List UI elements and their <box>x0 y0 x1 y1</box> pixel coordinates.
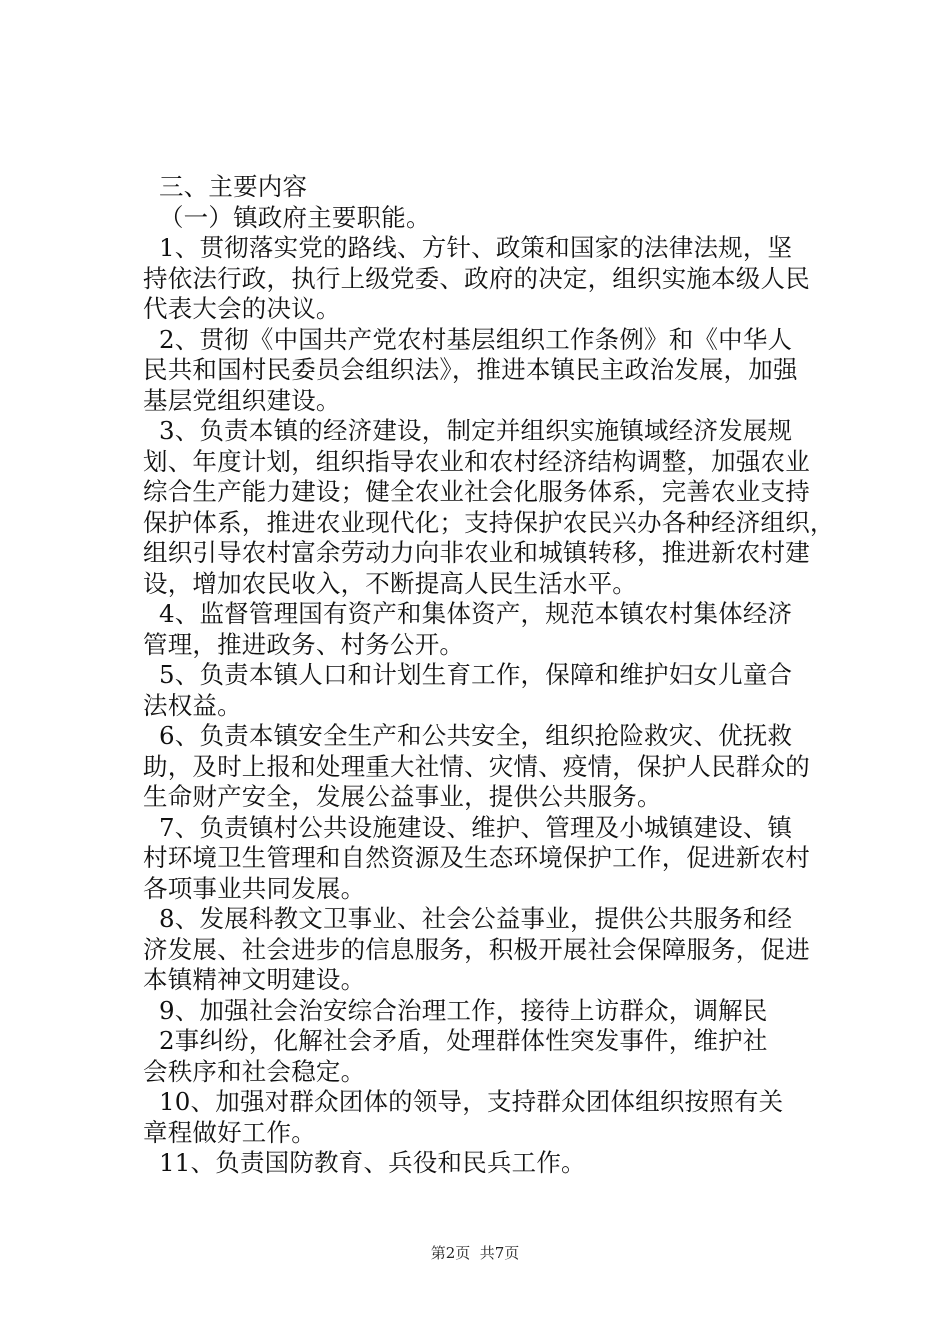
text-line: 3、负责本镇的经济建设，制定并组织实施镇域经济发展规 <box>143 416 793 445</box>
text-line: 综合生产能力建设；健全农业社会化服务体系，完善农业支持 <box>143 477 810 506</box>
text-line: 2事纠纷，化解社会矛盾，处理群体性突发事件，维护社 <box>143 1026 768 1055</box>
section-heading: 三、主要内容 <box>143 172 308 201</box>
text-line: 5、负责本镇人口和计划生育工作，保障和维护妇女儿童合 <box>143 660 793 689</box>
text-line: 民共和国村民委员会组织法》，推进本镇民主政治发展，加强 <box>143 355 798 384</box>
text-line: 7、负责镇村公共设施建设、维护、管理及小城镇建设、镇 <box>143 812 793 842</box>
text-line: 会秩序和社会稳定。 <box>143 1056 366 1086</box>
text-line: 法权益。 <box>143 690 242 720</box>
text-line: 代表大会的决议。 <box>143 294 341 323</box>
text-line: 11、负责国防教育、兵役和民兵工作。 <box>143 1148 586 1177</box>
text-line: 村环境卫生管理和自然资源及生态环境保护工作，促进新农村 <box>143 843 810 872</box>
text-line: 保护体系，推进农业现代化；支持保护农民兴办各种经济组织， <box>143 507 835 537</box>
text-line: 1、贯彻落实党的路线、方针、政策和国家的法律法规，坚 <box>143 233 793 262</box>
text-line: 组织引导农村富余劳动力向非农业和城镇转移，推进新农村建 <box>143 538 810 567</box>
text-line: 章程做好工作。 <box>143 1117 316 1147</box>
text-line: 9、加强社会治安综合治理工作，接待上访群众，调解民 <box>143 995 768 1025</box>
text-line: 2、贯彻《中国共产党农村基层组织工作条例》和《中华人 <box>143 324 793 354</box>
page-footer: 第2页 共7页 <box>430 1244 520 1262</box>
text-line: 10、加强对群众团体的领导，支持群众团体组织按照有关 <box>143 1087 784 1116</box>
text-line: 各项事业共同发展。 <box>143 873 366 903</box>
text-line: 设，增加农民收入，不断提高人民生活水平。 <box>143 568 637 598</box>
text-line: 基层党组织建设。 <box>143 385 341 415</box>
text-line: 生命财产安全，发展公益事业，提供公共服务。 <box>143 782 662 811</box>
text-line: 助，及时上报和处理重大社情、灾情、疫情，保护人民群众的 <box>143 751 810 781</box>
text-line: 持依法行政，执行上级党委、政府的决定，组织实施本级人民 <box>143 263 810 293</box>
text-line: 划、年度计划，组织指导农业和农村经济结构调整，加强农业 <box>143 446 810 476</box>
text-line: 济发展、社会进步的信息服务，积极开展社会保障服务，促进 <box>143 934 810 964</box>
subsection-heading: （一）镇政府主要职能。 <box>143 202 431 232</box>
text-line: 8、发展科教文卫事业、社会公益事业，提供公共服务和经 <box>143 904 793 933</box>
text-line: 6、负责本镇安全生产和公共安全，组织抢险救灾、优抚救 <box>143 721 793 750</box>
text-line: 本镇精神文明建设。 <box>143 965 366 994</box>
text-line: 管理，推进政务、村务公开。 <box>143 629 465 659</box>
text-line: 4、监督管理国有资产和集体资产，规范本镇农村集体经济 <box>143 599 793 628</box>
document-body <box>143 172 833 1179</box>
